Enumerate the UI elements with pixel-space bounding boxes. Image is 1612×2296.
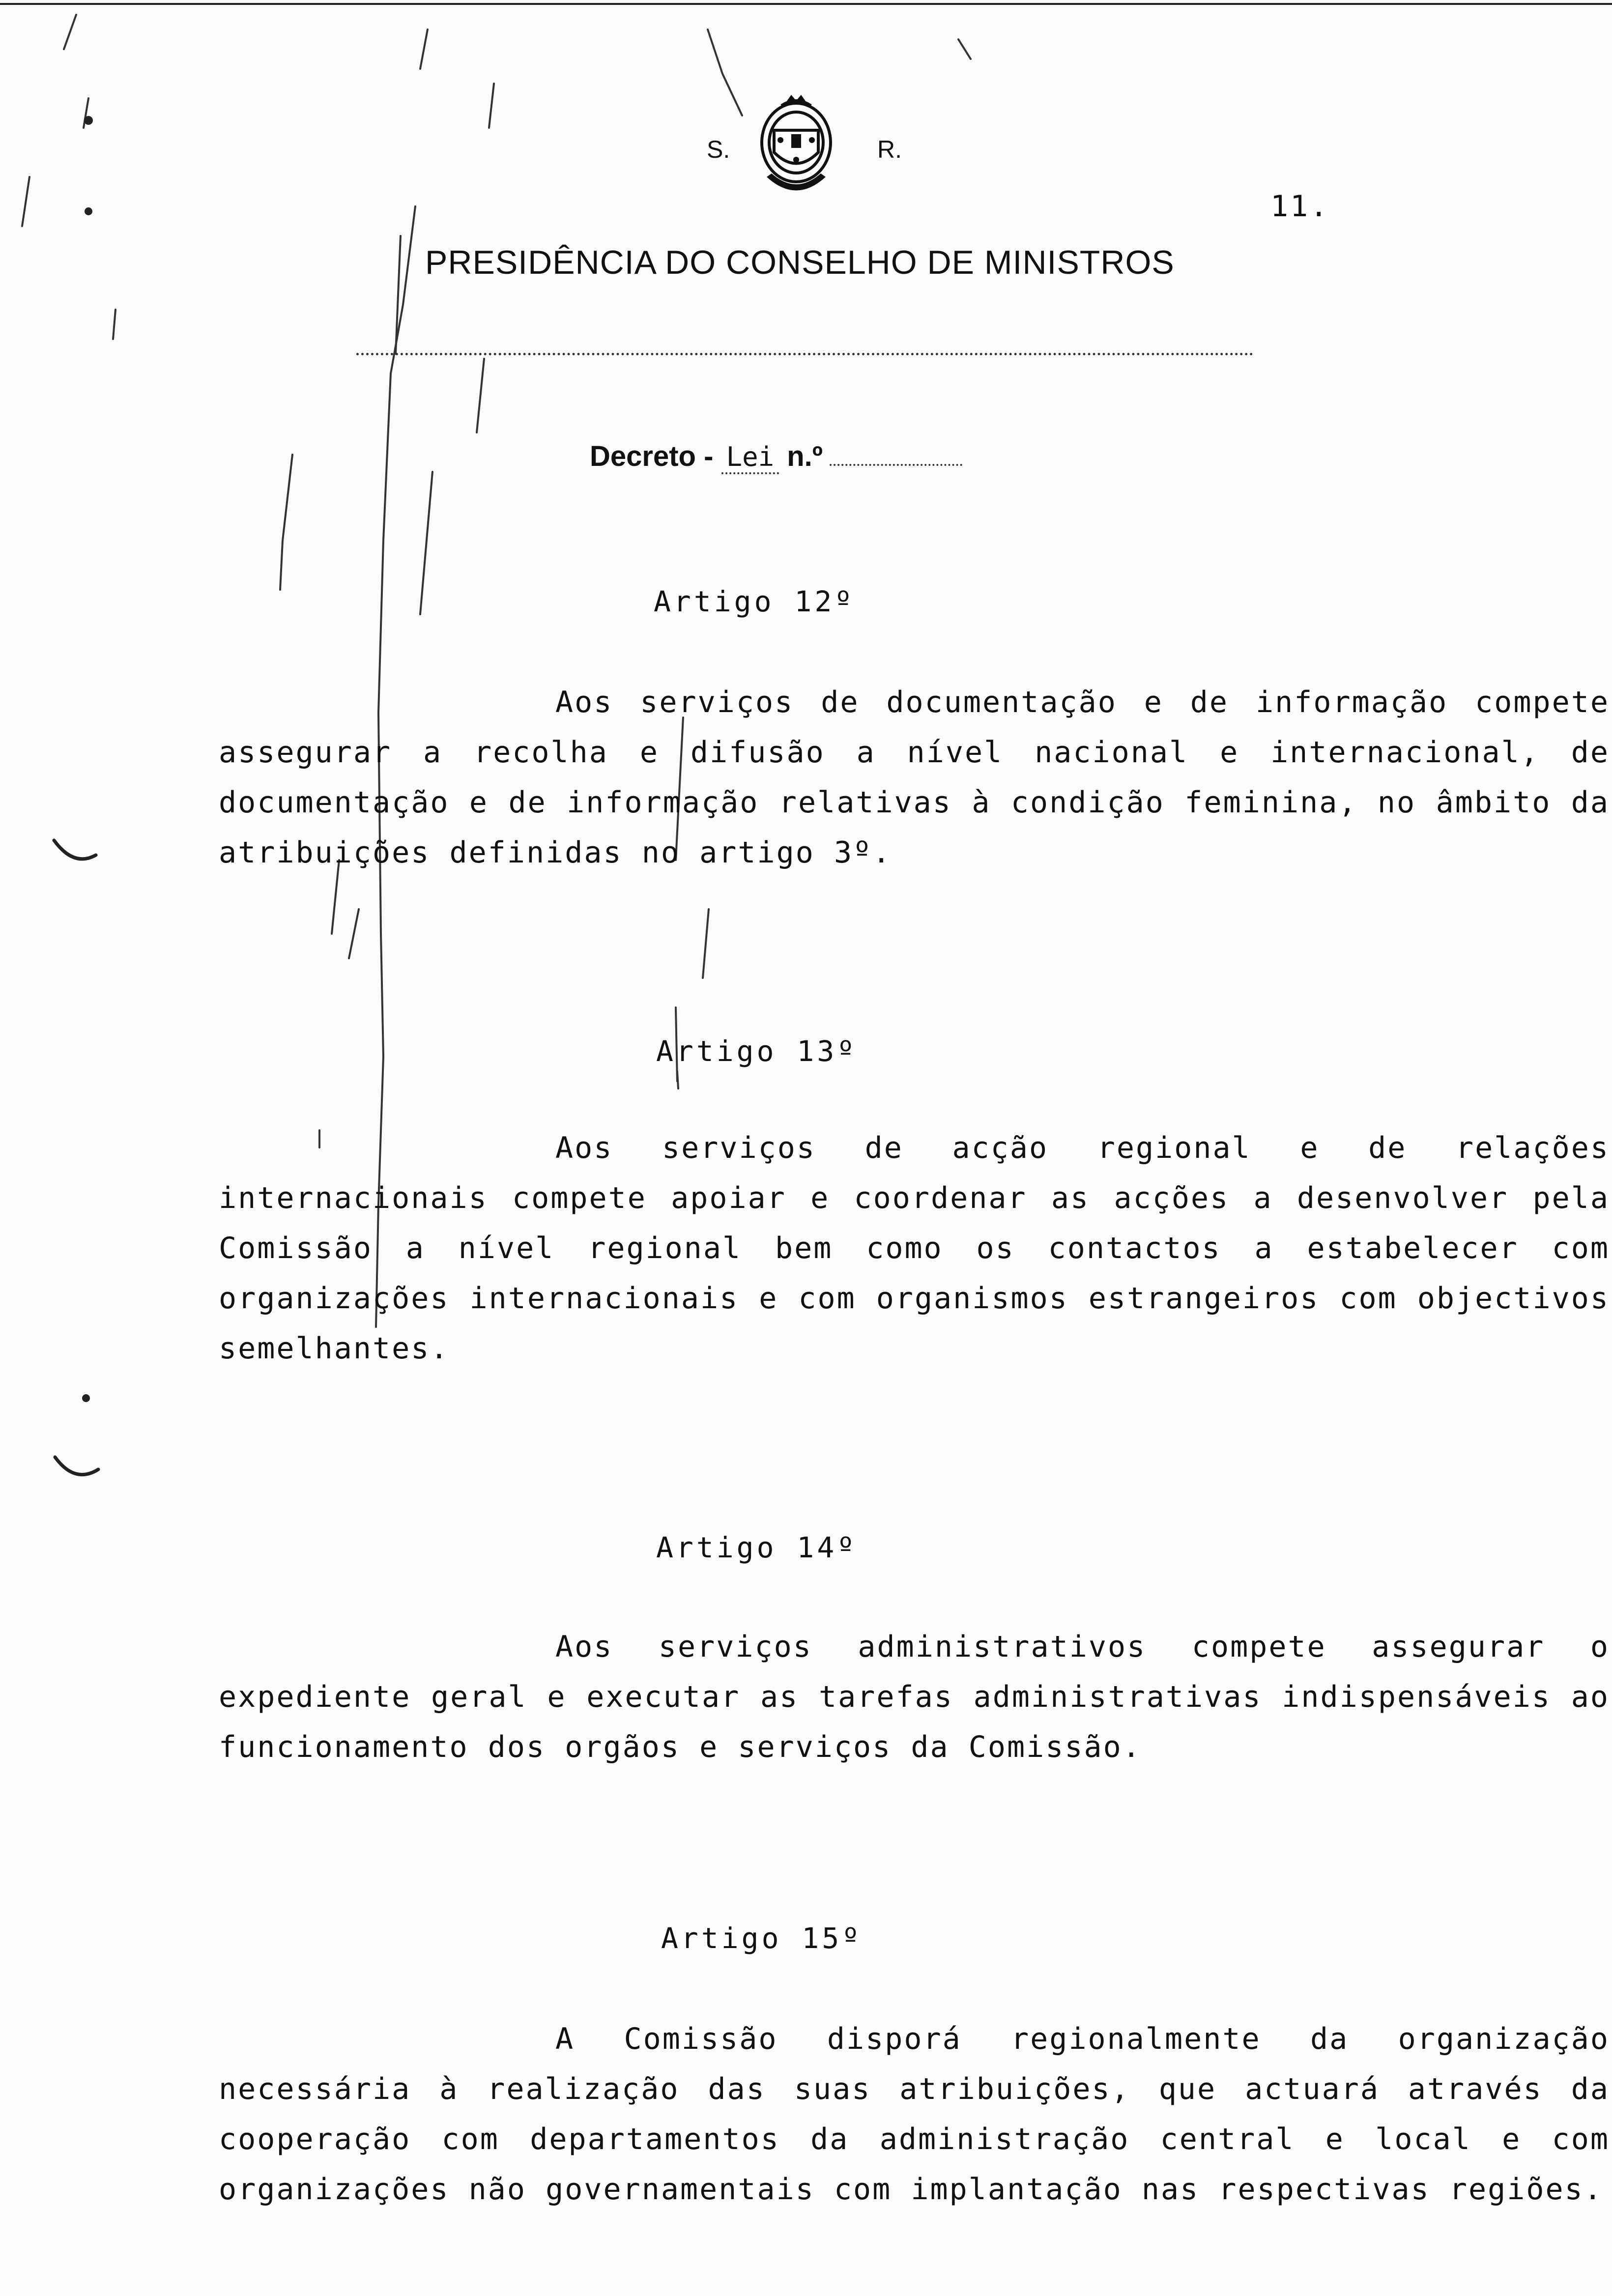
decree-type-field: Lei xyxy=(721,441,779,474)
dotted-separator xyxy=(356,353,1253,355)
article-15-title: Artigo 15º xyxy=(661,1922,863,1955)
top-rule xyxy=(0,3,1612,5)
article-12-title: Artigo 12º xyxy=(654,585,855,618)
article-15-text: A Comissão disporá regionalmente da organização necessária à realização das suas atribuições, que actuará através da cooperação com departamentos da administração central e local e com organizações não governamentais com implantação nas respectivas regiões. xyxy=(219,2022,1610,2207)
seal-letter-r: R. xyxy=(877,136,902,163)
page-number: 11. xyxy=(1270,189,1330,224)
decree-line xyxy=(590,440,962,473)
decree-number-blank xyxy=(830,464,962,466)
article-13-title: Artigo 13º xyxy=(656,1034,858,1068)
decree-label: Decreto xyxy=(590,440,696,472)
decree-dash: - xyxy=(704,440,714,472)
article-13-text: Aos serviços de acção regional e de relações internacionais compete apoiar e coordenar as acções a desenvolver pela Comissão a nível regional bem como os contactos a estabelecer com organizações internacionais e com organismos estrangeiros com objectivos semelhantes. xyxy=(219,1131,1610,1366)
seal-letter-s: S. xyxy=(707,136,730,163)
office-heading: PRESIDÊNCIA DO CONSELHO DE MINISTROS xyxy=(425,244,1175,281)
coat-of-arms-seal xyxy=(752,91,840,204)
article-12-text: Aos serviços de documentação e de informação compete assegurar a recolha e difusão a nível nacional e internacional, de documentação e de informação relativas à condição feminina, no âmbito da atribuições definidas no artigo 3º. xyxy=(219,685,1610,870)
decree-number-label: n.º xyxy=(787,440,823,472)
article-14-text: Aos serviços administrativos compete assegurar o expediente geral e executar as tarefas administrativas indispensáveis ao funcionamento dos orgãos e serviços da Comissão. xyxy=(219,1630,1610,1764)
article-14-title: Artigo 14º xyxy=(656,1531,858,1564)
